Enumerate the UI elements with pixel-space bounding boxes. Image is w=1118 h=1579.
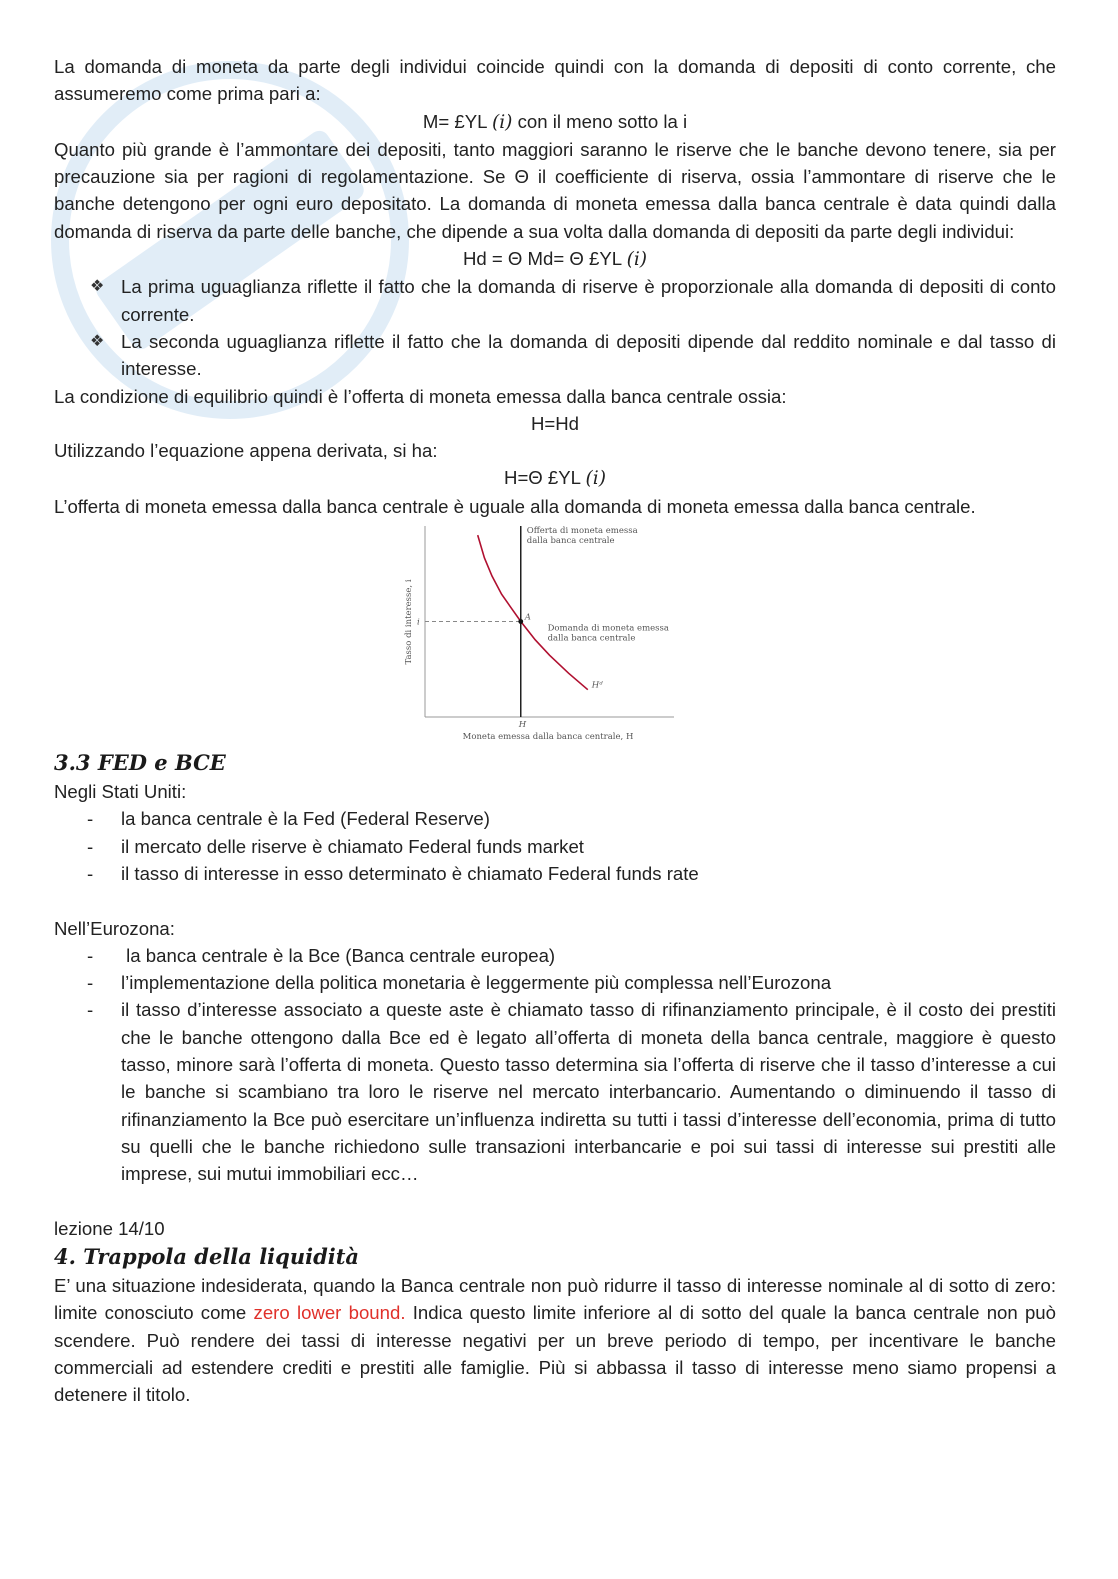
x-axis-label: Moneta emessa dalla banca centrale, H: [462, 732, 634, 743]
equation-equilibrium: H=Hd: [530, 412, 580, 434]
y-tick-label: i: [417, 617, 420, 628]
section-4-title: 4. Trappola della liquidità: [54, 1244, 360, 1270]
paragraph-equilibrium: La condizione di equilibrio quindi è l’offerta di moneta emessa dalla banca centrale ossia:: [54, 385, 787, 407]
list-item: ❖ La prima uguaglianza riflette il fatto che la domanda di riserve è proporzionale alla domanda di depositi di conto corrente.: [54, 273, 1056, 328]
list-item: - la banca centrale è la Bce (Banca centrale europea): [87, 944, 556, 966]
paragraph-liquidity-trap: E’ una situazione indesiderata, quando la Banca centrale non può ridurre il tasso di interesse nominale al di sotto di zero: limite conosciuto come zero lower bound. Indica questo limite inferiore al di sotto del quale la banca centrale non può scendere. Può rendere dei tassi di interesse negativi per un breve periodo di tempo, per incentivare le banche commerciali ad estendere crediti e prestiti alle famiglie. Più si abbassa il tasso di interesse meno siamo propensi a detenere il titolo.: [54, 1275, 1056, 1406]
zero-lower-bound-highlight: zero lower bound.: [253, 1302, 406, 1324]
paragraph-intro: La domanda di moneta da parte degli individui coincide quindi con la domanda di depositi di conto corrente, che assumeremo come prima pari a:: [54, 56, 1056, 105]
equation-money-demand: M= £YL (i) con il meno sotto la i: [422, 110, 688, 133]
diamond-bullet-icon: ❖: [90, 332, 105, 350]
section-33-title: 3.3 FED e BCE: [54, 750, 226, 776]
money-market-chart: [54, 520, 1056, 748]
supply-label: [527, 526, 638, 546]
demand-label: [548, 624, 669, 644]
eu-intro: Nell’Eurozona:: [54, 917, 175, 939]
x-tick-label: H: [518, 720, 527, 731]
list-item: - l’implementazione della politica monetaria è leggermente più complessa nell’Eurozona: [87, 972, 832, 994]
equilibrium-point-label: A: [524, 612, 531, 623]
us-list: [54, 805, 1056, 887]
y-axis-label: Tasso di interesse, i: [404, 579, 414, 665]
paragraph-conclusion: L’offerta di moneta emessa dalla banca centrale è uguale alla domanda di moneta emessa dalla banca centrale.: [54, 495, 976, 517]
chart-label-line: dalla banca centrale: [526, 536, 615, 547]
chart-label-line: Offerta di moneta emessa: [526, 526, 638, 537]
diamond-bullet-icon: ❖: [90, 278, 105, 296]
paragraph-reserves: Quanto più grande è l’ammontare dei depositi, tanto maggiori saranno le riserve che le banche devono tenere, sia per precauzione sia per ragioni di regolamentazione. Se Θ il coefficiente di riserva, ossia l’ammontare di riserve che le banche detengono per ogni euro depositato. La domanda di moneta emessa dalla banca centrale è data quindi dalla domanda di riserva da parte delle banche, che dipende a sua volta dalla domanda di depositi da parte degli individui:: [54, 138, 1056, 242]
equation-reserve-demand: Hd = Θ Md= Θ £YL (i): [462, 248, 648, 271]
demand-curve: [478, 535, 588, 690]
paragraph-derivation: Utilizzando l’equazione appena derivata, si ha:: [54, 440, 438, 462]
bullet-list: [54, 273, 1056, 382]
eu-list: [54, 942, 1056, 1188]
list-item: - il tasso d’interesse associato a queste aste è chiamato tasso di rifinanziamento principale, è il costo dei prestiti che le banche ottengono dalla Bce ed è legato all’offerta di moneta della banca centrale, maggiore è questo tasso, minore sarà l’offerta di moneta. Questo tasso determina sia l’offerta di riserve che il tasso d’interesse a cui le banche si scambiano tra loro le riserve nel mercato interbancario. Aumentando o diminuendo il tasso di rifinanziamento la Bce può esercitare un’influenza indiretta su tutti i tassi d’interesse dell’economia, prima di tutto su quelli che le banche richiedono sulle transazioni interbancarie e poi sui tassi di interesse sui prestiti alle imprese, sui mutui immobiliari ecc…: [87, 999, 1056, 1185]
list-item: - il mercato delle riserve è chiamato Federal funds market: [87, 835, 584, 857]
chart-label-line: Domanda di moneta emessa: [547, 623, 669, 634]
equilibrium-point: [518, 619, 523, 624]
chart-svg: [398, 520, 688, 748]
demand-curve-label: Hᵈ: [591, 680, 603, 691]
equation-derived: H=Θ £YL (i): [504, 467, 606, 490]
us-intro: Negli Stati Uniti:: [54, 781, 187, 803]
chart-label-line: dalla banca centrale: [547, 633, 636, 644]
document-content: [54, 53, 1056, 1409]
list-item: ❖ La seconda uguaglianza riflette il fatto che la domanda di depositi dipende dal reddito nominale e dal tasso di interesse.: [54, 328, 1056, 383]
lesson-date: lezione 14/10: [54, 1217, 165, 1239]
list-item: - il tasso di interesse in esso determinato è chiamato Federal funds rate: [87, 862, 699, 884]
list-item: - la banca centrale è la Fed (Federal Reserve): [87, 808, 490, 830]
